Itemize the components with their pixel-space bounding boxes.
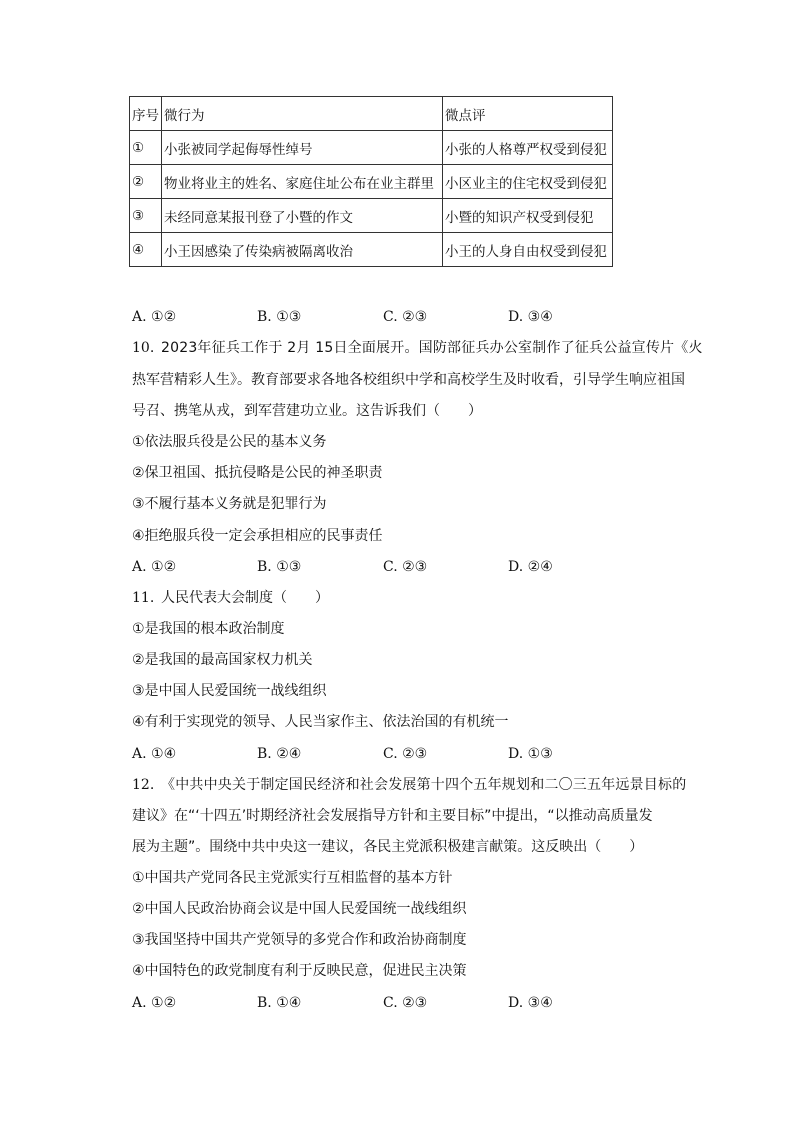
q9-option-c: C. ②③ (383, 309, 428, 325)
table-row (130, 131, 613, 165)
table-cell: 小区业主的住宅权受到侵犯 (443, 165, 613, 199)
q11-statement-3: ③是中国人民爱国统一战线组织 (132, 683, 327, 699)
q12-number: 12. (132, 777, 155, 793)
table-cell: ② (130, 165, 162, 199)
q12-statement-1: ①中国共产党同各民主党派实行互相监督的基本方针 (132, 870, 453, 886)
q11-number: 11. (132, 590, 155, 606)
q12-statement-4: ④中国特色的政党制度有利于反映民意，促进民主决策 (132, 963, 467, 979)
q10-statement-4: ④拒绝服兵役一定会承担相应的民事责任 (132, 528, 383, 544)
behavior-table (129, 96, 613, 267)
q10-number: 10. (132, 340, 155, 356)
q12-option-d: D. ③④ (508, 995, 553, 1011)
q11-statement-2: ②是我国的最高国家权力机关 (132, 652, 313, 668)
q12-stem-line-2: 建议》在“‘十四五’时期经济社会发展指导方针和主要目标”中提出，“以推动高质量发 (132, 808, 653, 824)
q10-option-a: A. ①② (132, 559, 177, 575)
q11-stem: 11. 人民代表大会制度（ ） (132, 590, 329, 606)
table-header-row (130, 97, 613, 131)
q9-option-a: A. ①② (132, 309, 177, 325)
q12-option-c: C. ②③ (383, 995, 428, 1011)
q10-stem-line-3: 号召、携笔从戎，到军营建功立业。这告诉我们（ ） (132, 403, 482, 419)
table-cell: ① (130, 131, 162, 165)
table-cell: 小王因感染了传染病被隔离收治 (162, 233, 443, 267)
table-cell: 小暨的知识产权受到侵犯 (443, 199, 613, 233)
q12-stem-line-3: 展为主题”。围绕中共中央这一建议，各民主党派积极建言献策。这反映出（ ） (132, 839, 644, 855)
table-cell: 未经同意某报刊登了小暨的作文 (162, 199, 443, 233)
q12-option-b: B. ①④ (257, 995, 302, 1011)
table-header-cell: 微行为 (162, 97, 443, 131)
table-row (130, 233, 613, 267)
table-cell: 小王的人身自由权受到侵犯 (443, 233, 613, 267)
q10-stem-line-1: 10. 2023年征兵工作于 2月 15日全面展开。国防部征兵办公室制作了征兵公益宣传片《火 (132, 340, 703, 356)
table-cell: 小张被同学起侮辱性绰号 (162, 131, 443, 165)
q10-statement-2: ②保卫祖国、抵抗侵略是公民的神圣职责 (132, 465, 383, 481)
q10-statement-1: ①依法服兵役是公民的基本义务 (132, 434, 327, 450)
q11-option-b: B. ②④ (257, 746, 302, 762)
table-row (130, 199, 613, 233)
q10-option-d: D. ②④ (508, 559, 553, 575)
q12-stem-line-1: 12. 《中共中央关于制定国民经济和社会发展第十四个五年规划和二〇三五年远景目标的 (132, 777, 687, 793)
q12-statement-2: ②中国人民政治协商会议是中国人民爱国统一战线组织 (132, 901, 467, 917)
table-cell: ③ (130, 199, 162, 233)
table-header-cell: 序号 (130, 97, 162, 131)
q12-option-a: A. ①② (132, 995, 177, 1011)
q10-option-b: B. ①③ (257, 559, 302, 575)
q10-option-c: C. ②③ (383, 559, 428, 575)
q11-statement-1: ①是我国的根本政治制度 (132, 621, 285, 637)
table-cell: 物业将业主的姓名、家庭住址公布在业主群里 (162, 165, 443, 199)
q9-option-b: B. ①③ (257, 309, 302, 325)
q10-statement-3: ③不履行基本义务就是犯罪行为 (132, 496, 327, 512)
table-row (130, 165, 613, 199)
table-cell: 小张的人格尊严权受到侵犯 (443, 131, 613, 165)
q11-option-d: D. ①③ (508, 746, 553, 762)
q10-stem-line-2: 热军营精彩人生》。教育部要求各地各校组织中学和高校学生及时收看，引导学生响应祖国 (132, 372, 685, 388)
q12-statement-3: ③我国坚持中国共产党领导的多党合作和政治协商制度 (132, 932, 467, 948)
table-header-cell: 微点评 (443, 97, 613, 131)
q9-option-d: D. ③④ (508, 309, 553, 325)
q11-option-a: A. ①④ (132, 746, 177, 762)
q11-statement-4: ④有利于实现党的领导、人民当家作主、依法治国的有机统一 (132, 714, 509, 730)
q11-option-c: C. ②③ (383, 746, 428, 762)
table-cell: ④ (130, 233, 162, 267)
